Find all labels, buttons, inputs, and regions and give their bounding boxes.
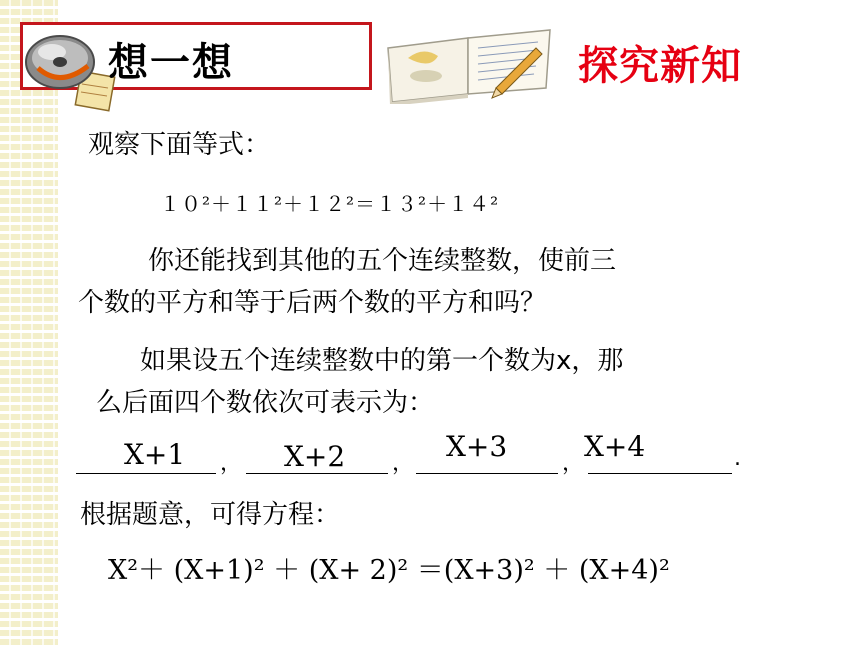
comma-3: ， <box>562 451 585 476</box>
disc-icon <box>18 24 116 112</box>
final-equation: X²＋ (X+1)² ＋ (X+ 2)² ＝(X+3)² ＋ (X+4)² <box>108 555 670 586</box>
section-label: 探究新知 <box>578 43 742 89</box>
period: . <box>734 446 741 471</box>
question-line-2: 个数的平方和等于后两个数的平方和吗？ <box>78 288 547 318</box>
question-line-1: 你还能找到其他的五个连续整数，使前三 <box>148 246 617 276</box>
intro-text: 观察下面等式： <box>88 130 271 160</box>
slide-title: 想一想 <box>108 40 234 86</box>
setup-line-1: 如果设五个连续整数中的第一个数为x，那 <box>140 346 624 376</box>
setup-line-2: 么后面四个数依次可表示为： <box>96 388 435 418</box>
answer-3: X+3 <box>446 430 508 463</box>
comma-2: ， <box>392 451 415 476</box>
derive-text: 根据题意，可得方程： <box>80 500 341 530</box>
example-equation: １０²＋１１²＋１２²＝１３²＋１４² <box>160 192 500 216</box>
answer-2: X+2 <box>284 440 346 473</box>
answer-1: X+1 <box>124 438 186 471</box>
comma-1: ， <box>220 451 243 476</box>
answer-4: X+4 <box>584 430 646 463</box>
open-book-icon <box>378 18 560 104</box>
